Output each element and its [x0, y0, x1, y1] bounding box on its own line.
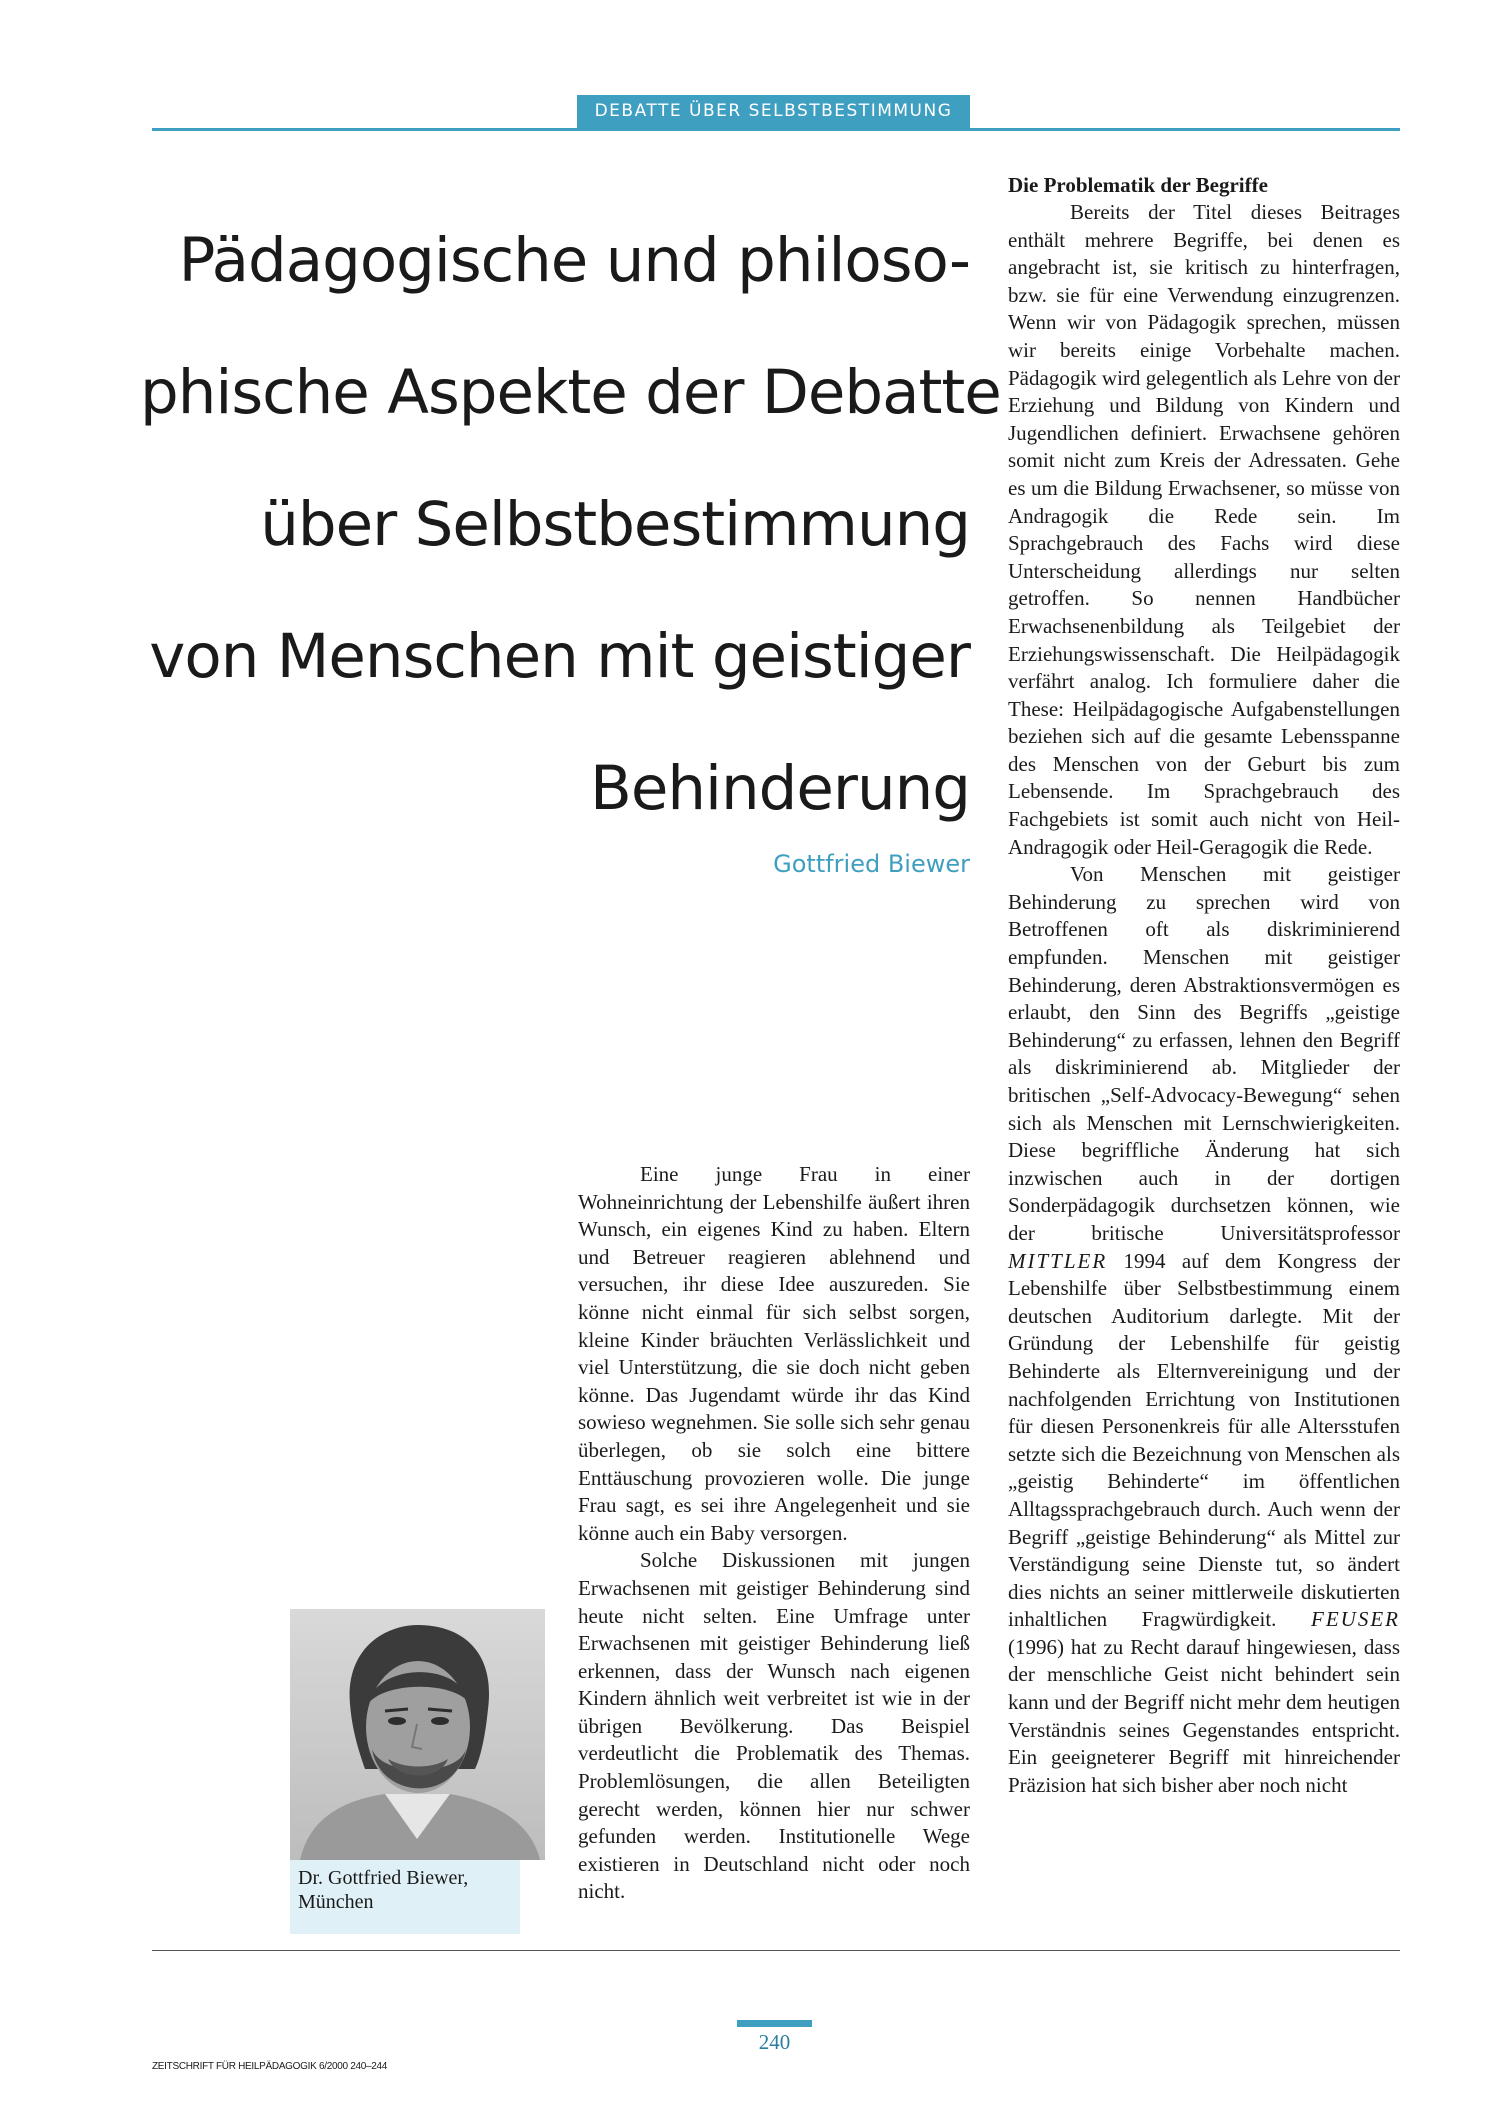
photo-caption	[290, 1860, 520, 1934]
journal-reference: ZEITSCHRIFT FÜR HEILPÄDAGOGIK 6/2000 240–244	[152, 2061, 388, 2072]
caption-city: München	[298, 1891, 374, 1913]
text-run: 1994 auf dem Kongress der Lebenshilfe über Selbstbestimmung einem deutschen Auditorium darlegte. Mit der Gründung der Lebenshilfe für geistig Behinderte als Elternvereinigung und der nachfolgenden Errichtung von Institutionen für diesen Personenkreis für alle Altersstufen setzte sich die Bezeichnung von Menschen als „geistig Behinderte“ im öffentlichen Alltagssprachgebrauch durch. Auch wenn der Begriff „geistige Behinderung“ als Mittel zur Verständigung seine Dienste tut, so ändert dies nichts an seiner mittlerweile diskutierten inhaltlichen Fragwürdigkeit.	[1008, 1248, 1401, 1632]
citation-author: MITTLER	[1008, 1248, 1108, 1273]
title-line: über Selbstbestimmung	[260, 489, 970, 560]
text-run: (1996) hat zu Recht darauf hingewiesen, dass der menschliche Geist nicht behindert sein kann und der Begriff nicht mehr dem heutigen Verständnis seines Gegenstandes entspricht. Ein geeigneterer Begriff mit hinreichender Präzision hat sich bisher aber noch nicht	[1008, 1634, 1400, 1797]
intro-paragraph: Eine junge Frau in einer Wohneinrichtung der Lebenshilfe äußert ihren Wunsch, ein eigenes Kind zu haben. Eltern und Betreuer reagieren ablehnend und versuchen, ihr diese Idee auszureden. Sie könne nicht einmal für sich selbst sorgen, kleine Kinder bräuchten Verlässlichkeit und viel Unterstützung, die sie doch nicht geben könne. Das Jugendamt würde ihr das Kind sowieso wegnehmen. Sie solle sich sehr genau überlegen, ob sie solch eine bittere Enttäuschung provozieren wolle. Die junge Frau sagt, es sei ihre Angelegenheit und sie könne auch ein Baby versorgen.	[578, 1162, 970, 1545]
text-run: Von Menschen mit geistiger Behinderung zu sprechen wird von Betroffenen oft als diskriminierend empfunden. Menschen mit geistiger Behinderung, deren Abstraktionsvermögen es erlaubt, den Sinn des Begriffs „geistige Behinderung“ zu erfassen, lehnen den Begriff als diskriminierend ab. Mitglieder der britischen „Self-Advocacy-Bewegung“ sehen sich als Menschen mit Lernschwierigkeiten. Diese begriffliche Änderung hat sich inzwischen auch in der dortigen Sonderpädagogik durchsetzen können, wie der britische Universitätsprofessor	[1008, 862, 1400, 1245]
section-heading: Die Problematik der Begriffe	[1008, 173, 1268, 197]
author-portrait-image	[290, 1609, 545, 1860]
citation-author: FEUSER	[1311, 1607, 1400, 1632]
title-line: phische Aspekte der Debatte	[140, 357, 1001, 428]
section-label: DEBATTE ÜBER SELBSTBESTIMMUNG	[577, 95, 970, 128]
title-line: von Menschen mit geistiger	[149, 621, 970, 692]
title-line: Pädagogische und philoso-	[178, 225, 970, 296]
intro-paragraph: Solche Diskussionen mit jungen Erwachsenen mit geistiger Behinderung sind heute nicht selten. Eine Umfrage unter Erwachsenen mit geistiger Behinderung ließ erkennen, dass der Wunsch nach eigenen Kindern ähnlich weit verbreitet ist wie in der übrigen Bevölkerung. Das Beispiel verdeutlicht die Problematik des Themas. Problemlösungen, die allen Beteiligten gerecht werden, können hier nur schwer gefunden werden. Institutionelle Wege existieren in Deutschland nicht oder noch nicht.	[578, 1548, 970, 1904]
caption-name: Dr. Gottfried Biewer,	[298, 1867, 469, 1889]
header-rule	[152, 128, 1400, 131]
body-paragraph	[1008, 861, 1400, 1799]
page-number-bar	[737, 2020, 812, 2027]
body-paragraph: Bereits der Titel dieses Beitrages enthält mehrere Begriffe, bei denen es angebracht ist, sie kritisch zu hinterfragen, bzw. sie für eine Verwendung einzugrenzen. Wenn wir von Pädagogik sprechen, müssen wir bereits einige Vorbehalte machen. Pädagogik wird gelegentlich als Lehre von der Erziehung und Bildung von Kindern und Jugendlichen definiert. Erwachsene gehören somit nicht zum Kreis der Adressaten. Gehe es um die Bildung Erwachsener, so müsse von Andragogik die Rede sein. Im Sprachgebrauch des Fachs wird diese Unterscheidung allerdings nur selten getroffen. So nennen Handbücher Erwachsenenbildung als Teilgebiet der Erziehungswissenschaft. Die Heilpädagogik verfährt analog. Ich formuliere daher die These: Heilpädagogische Aufgabenstellungen beziehen sich auf die gesamte Lebensspanne des Menschen von der Geburt bis zum Lebensende. Im Sprachgebrauch des Fachgebiets ist somit auch nicht von Heil-Andragogik oder Heil-Geragogik die Rede.	[1008, 200, 1400, 859]
author-name: Gottfried Biewer	[773, 850, 970, 878]
article-title	[140, 195, 1001, 855]
footer-rule	[152, 1950, 1400, 1951]
page-number: 240	[758, 2030, 791, 2054]
title-line: Behinderung	[589, 753, 970, 824]
intro-text-column	[578, 1161, 970, 1906]
main-text-column	[1008, 172, 1400, 1799]
